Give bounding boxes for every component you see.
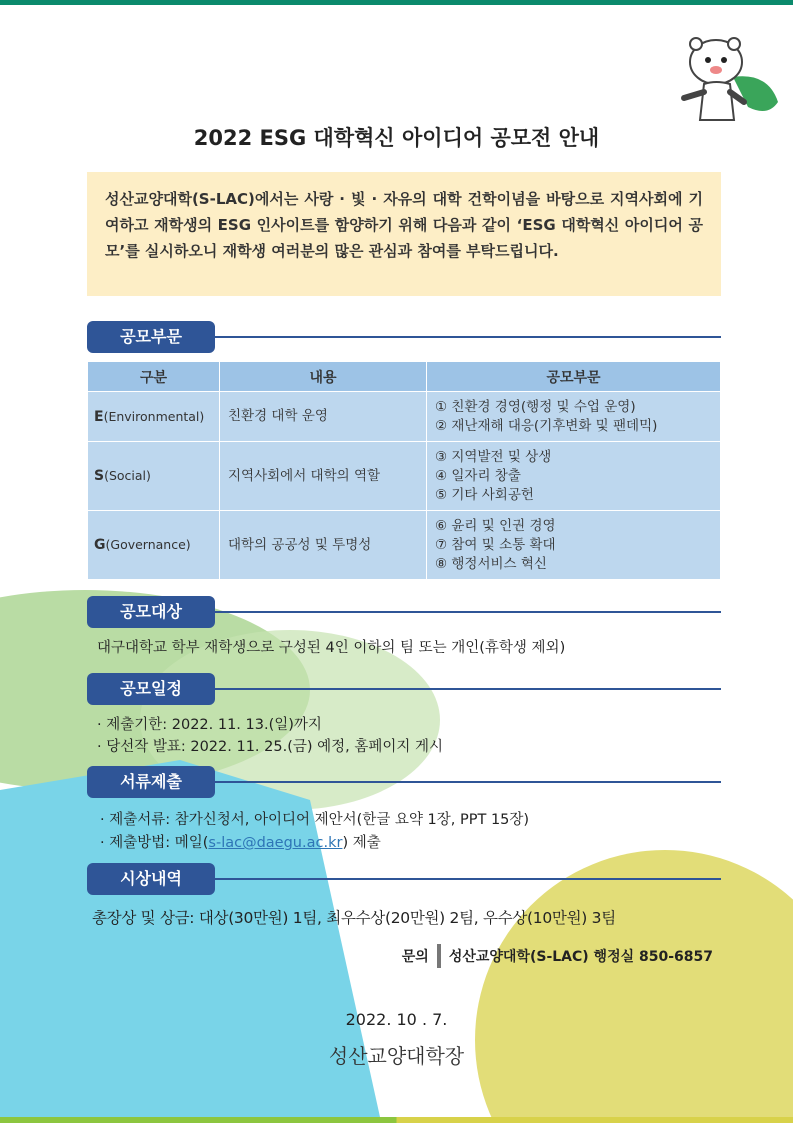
section-label: 공모일정 [87,673,215,705]
divider [215,781,721,783]
row-item: ⑥ 윤리 및 인권 경영 [435,517,556,534]
top-bar [0,0,793,5]
row-letter: E [94,408,104,425]
table-row [88,511,721,580]
intro-text: 성산교양대학(S-LAC)에서는 사랑 · 빛 · 자유의 대학 건학이념을 바탕으로 지역사회에 기여하고 재학생의 ESG 인사이트를 함양하기 위해 다음과 같이 ‘ESG 대학혁신 아이디어 공모’를 실시하오니 재학생 여러분의 많은 관심과 참여를 부탁드립니다. [87,172,721,296]
row-item: ② 재난재해 대응(기후변화 및 팬데믹) [435,417,658,434]
row-item: ④ 일자리 창출 [435,467,521,484]
page-title: 2022 ESG 대학혁신 아이디어 공모전 안내 [193,126,600,150]
row-content: 대학의 공공성 및 투명성 [220,511,427,580]
bottom-bar [0,1117,793,1123]
submission-method: · 제출방법: 메일( [100,835,209,851]
section-label: 공모대상 [87,596,215,628]
row-name: (Governance) [105,537,191,552]
row-item: ⑧ 행정서비스 혁신 [435,555,547,572]
contact-text: 성산교양대학(S-LAC) 행정실 850-6857 [448,949,713,965]
row-item: ③ 지역발전 및 상생 [435,448,552,465]
row-name: (Environmental) [103,408,205,424]
table-header: 공모부문 [427,362,721,392]
section-label: 공모부문 [87,321,215,353]
target-text: 대구대학교 학부 재학생으로 구성된 4인 이하의 팀 또는 개인(휴학생 제외) [97,640,566,656]
schedule-announcement: · 당선작 발표: 2022. 11. 25.(금) 예정, 홈페이지 게시 [97,739,444,755]
section-awards [87,863,721,895]
row-content: 친환경 대학 운영 [220,392,427,442]
divider [215,336,721,338]
table-row [88,392,721,442]
email-link[interactable]: s-lac@daegu.ac.kr [208,835,343,851]
row-letter: G [94,537,106,553]
table-row [88,442,721,511]
section-label: 시상내역 [87,863,215,895]
section-schedule [87,673,721,705]
contact-label: 문의 [401,949,429,965]
table-header: 내용 [220,362,427,392]
table-header: 구분 [88,362,220,392]
section-submission [87,766,721,798]
submission-docs: · 제출서류: 참가신청서, 아이디어 제안서(한글 요약 1장, PPT 15장) [100,812,530,828]
row-content: 지역사회에서 대학의 역할 [220,442,427,511]
row-item: ⑤ 기타 사회공헌 [435,486,534,503]
divider [215,688,721,690]
tiger-mascot-icon [678,32,783,130]
submission-method-suffix: ) 제출 [342,835,381,851]
row-letter: S [94,468,105,484]
row-item: ① 친환경 경영(행정 및 수업 운영) [435,398,636,415]
schedule-deadline: · 제출기한: 2022. 11. 13.(일)까지 [97,717,322,733]
signature: 성산교양대학장 [328,1044,465,1068]
row-item: ⑦ 참여 및 소통 확대 [435,536,556,553]
awards-text: 총장상 및 상금: 대상(30만원) 1팀, 최우수상(20만원) 2팀, 우수상(10만원) 3팀 [92,909,616,927]
divider [215,878,721,880]
contact [402,944,713,968]
category-table [87,361,721,580]
section-category [87,321,721,353]
divider [215,611,721,613]
divider [437,944,441,968]
row-name: (Social) [104,468,151,483]
section-label: 서류제출 [87,766,215,798]
issue-date: 2022. 10 . 7. [345,1010,448,1029]
section-target [87,596,721,628]
